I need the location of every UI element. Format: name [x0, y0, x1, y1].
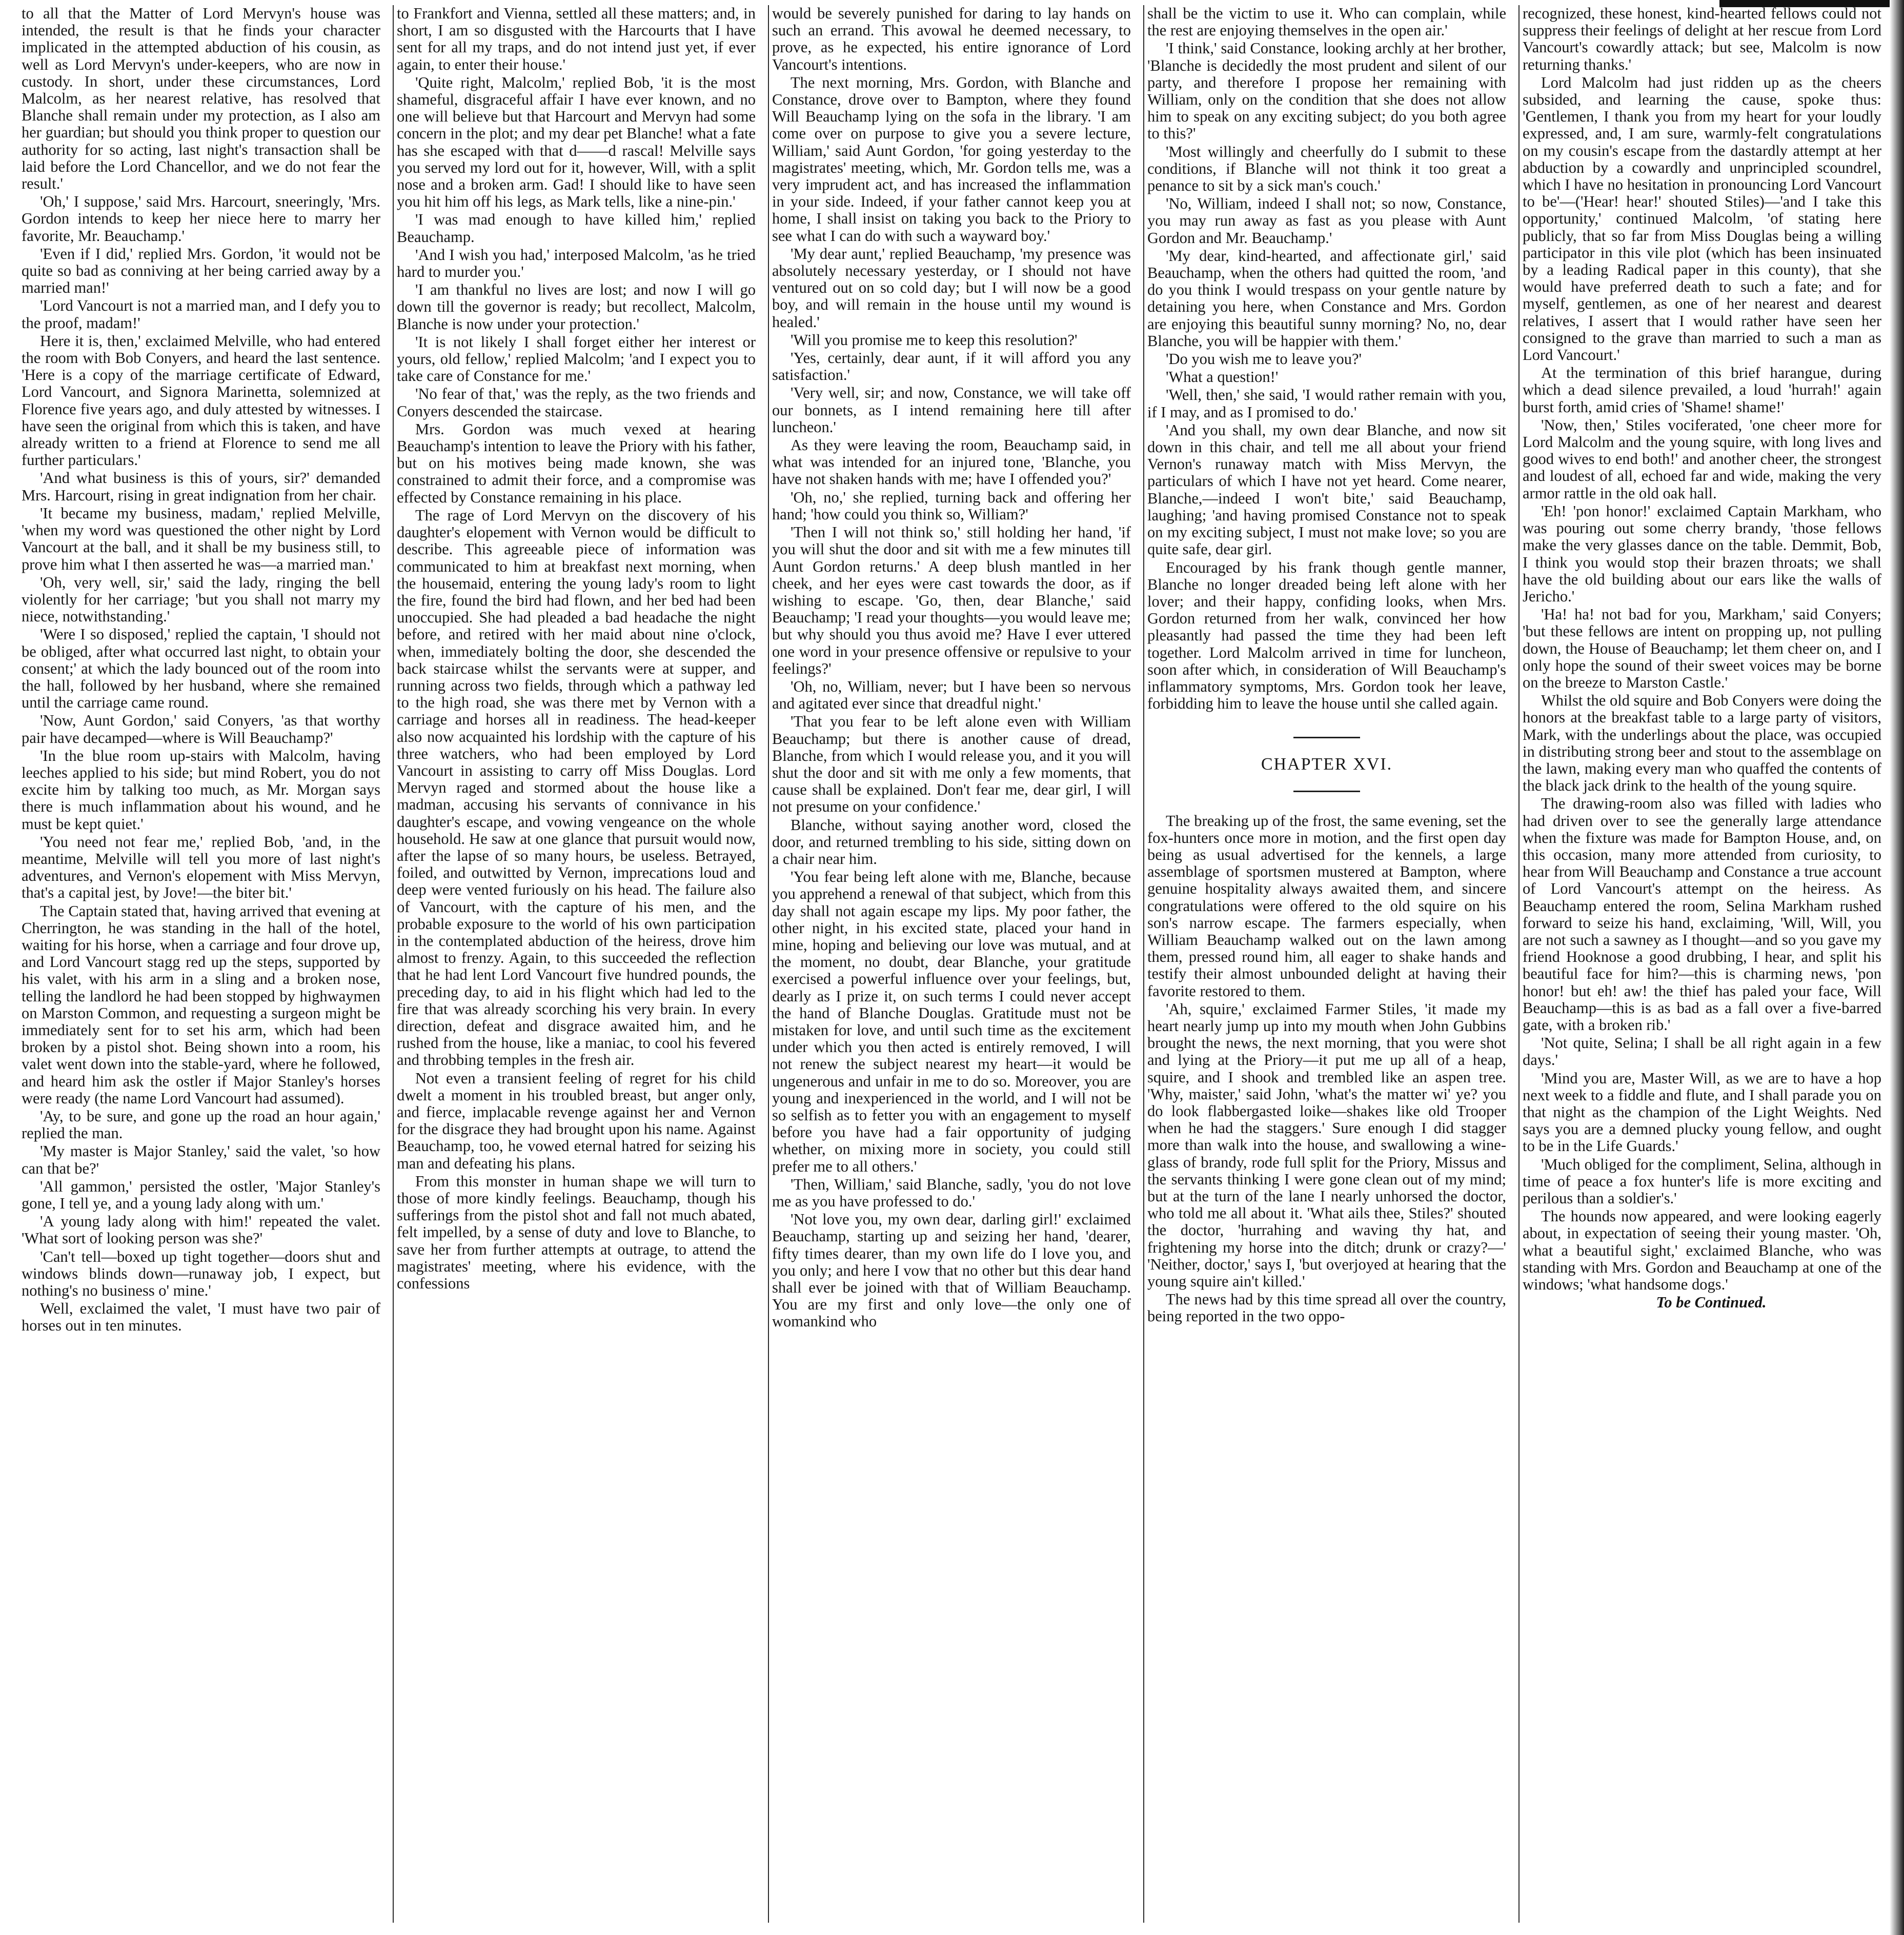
paragraph: 'Most willingly and cheerfully do I submit to these conditions, if Blanche will not think it too great a penance to sit by a sick man's couch.'	[1147, 143, 1506, 195]
column-1	[18, 5, 383, 1923]
paragraph: 'What a question!'	[1166, 368, 1279, 386]
paragraph: 'I think,' said Constance, looking archly at her brother, 'Blanche is decidedly the most prudent and silent of our party, and therefore I propose her remaining with William, only on the condition that she does not allow him to speak on any exciting subject; do you both agree to this?'	[1147, 39, 1506, 143]
paragraph: 'Then, William,' said Blanche, sadly, 'you do not love me as you have professed to do.'	[772, 1175, 1131, 1211]
paragraph: 'Yes, certainly, dear aunt, if it will afford you any satisfaction.'	[772, 349, 1131, 384]
paragraph: 'And I wish you had,' interposed Malcolm, 'as he tried hard to murder you.'	[397, 246, 756, 281]
paragraph: Well, exclaimed the valet, 'I must have two pair of horses out in ten minutes.	[22, 1300, 380, 1335]
paragraph: 'My dear, kind-hearted, and affectionate girl,' said Beauchamp, when the others had quitted the room, 'and do you think I would trespass on your gentle nature by detaining you here, when Constance and Mrs. Gordon are enjoying this beautiful sunny morning? No, no, dear Blanche, you will be happier with them.'	[1147, 247, 1506, 350]
paragraph: 'And what business is this of yours, sir?' demanded Mrs. Harcourt, rising in great indignation from her chair.	[22, 469, 380, 504]
paragraph: 'Do you wish me to leave you?'	[1166, 350, 1362, 368]
paragraph: 'Not quite, Selina; I shall be all right again in a few days.'	[1523, 1034, 1881, 1069]
paragraph: 'It is not likely I shall forget either her interest or yours, old fellow,' replied Malcolm; 'and I expect you to take care of Constance for me.'	[397, 333, 756, 385]
paragraph: 'Well, then,' she said, 'I would rather remain with you, if I may, and as I promised to do.'	[1147, 386, 1506, 421]
paragraph: 'Ah, squire,' exclaimed Farmer Stiles, 'it made my heart nearly jump up into my mouth when John Gubbins brought the news, the next morning, that you were shot and lying at the Priory—it put me up all of a heap, squire, and I shook and trembled like an aspen tree. 'Why, maister,' said John, 'what's the matter wi' ye? you do look flabbergasted loike—shakes like old Trooper when he had the staggers.' Sure enough I did stagger more than walk into the house, and swallowing a wine-glass of brandy, rode full split for the Priory, Missus and the servants thinking I were gone clean out of my mind; but at the turn of the lane I nearly unhorsed the doctor, who told me all about it. 'What ails thee, Stiles?' shouted the doctor, 'hurrahing and waving thy hat, and frightening my horse into the ditch; drunk or crazy?—' 'Neither, doctor,' says I, 'but overjoyed at hearing that the young squire ain't killed.'	[1147, 1000, 1506, 1291]
newspaper-page	[18, 5, 1885, 1923]
paragraph: 'Oh, no, William, never; but I have been so nervous and agitated ever since that dreadful night.'	[772, 677, 1131, 713]
paragraph: Blanche, without saying another word, closed the door, and returned trembling to his side, sitting down on a chair near him.	[772, 816, 1131, 868]
paragraph: 'You need not fear me,' replied Bob, 'and, in the meantime, Melville will tell you more of last night's adventures, and Vernon's elopement with Miss Mervyn, that's a capital jest, by Jove!—the biter bit.'	[22, 833, 380, 902]
paragraph: 'I was mad enough to have killed him,' replied Beauchamp.	[397, 211, 756, 246]
paragraph: The Captain stated that, having arrived that evening at Cherrington, he was standing in the hall of the hotel, waiting for his horse, when a carriage and four drove up, and Lord Vancourt stagg red up the steps, supported by his valet, with his arm in a sling and a broken nose, telling the landlord he had been stopped by highwaymen on Marston Common, and requesting a surgeon might be immediately sent for to set his arm, which had been broken by a pistol shot. Being shown into a room, his valet went down into the stable-yard, where he followed, and heard him ask the ostler if Major Stanley's horses were ready (the name Lord Vancourt had assumed).	[22, 902, 380, 1107]
paragraph: 'Will you promise me to keep this resolution?'	[791, 331, 1078, 349]
paragraph: Whilst the old squire and Bob Conyers were doing the honors at the breakfast table to a large party of visitors, Mark, with the underlings about the place, was occupied in distributing strong beer and stout to the assemblage on the lawn, making every man who quaffed the contents of the black jack drink to the health of the young squire.	[1523, 692, 1881, 795]
paragraph: 'No, William, indeed I shall not; so now, Constance, you may run away as fast as you please with Aunt Gordon and Mr. Beauchamp.'	[1147, 195, 1506, 247]
chapter-rule-top	[1293, 737, 1360, 738]
paragraph: 'Ay, to be sure, and gone up the road an hour again,' replied the man.	[22, 1107, 380, 1142]
paragraph: 'Lord Vancourt is not a married man, and I defy you to the proof, madam!'	[22, 297, 380, 332]
paragraph: 'Very well, sir; and now, Constance, we will take off our bonnets, as I intend remaining here till after luncheon.'	[772, 384, 1131, 436]
chapter-heading: CHAPTER XVI.	[1261, 755, 1393, 774]
paragraph: 'Oh, no,' she replied, turning back and offering her hand; 'how could you think so, William?'	[772, 488, 1131, 523]
paragraph: 'Ha! ha! not bad for you, Markham,' said Conyers; 'but these fellows are intent on propping up, not pulling down, the House of Beauchamp; let them cheer on, and I only hope the sound of their sweet voices may be borne on the breeze to Marston Castle.'	[1523, 606, 1881, 691]
paragraph: shall be the victim to use it. Who can complain, while the rest are enjoying themselves in the open air.'	[1147, 5, 1506, 39]
paragraph: 'I am thankful no lives are lost; and now I will go down till the governor is ready; but recollect, Malcolm, Blanche is now under your protection.'	[397, 281, 756, 333]
paragraph: to all that the Matter of Lord Mervyn's house was intended, the result is that he finds your character implicated in the attempted abduction of his cousin, as well as Lord Mervyn's under-keepers, who are now in custody. In short, under these circumstances, Lord Malcolm, as her nearest relative, has resolved that Blanche shall remain under my protection, as I also am her guardian; but should you think proper to question our authority for so acting, last night's transaction shall be laid before the Lord Chancellor, and we do not fear the result.'	[22, 5, 380, 193]
paragraph: 'Oh,' I suppose,' said Mrs. Harcourt, sneeringly, 'Mrs. Gordon intends to keep her niece here to marry her favorite, Mr. Beauchamp.'	[22, 193, 380, 245]
paragraph: Not even a transient feeling of regret for his child dwelt a moment in his troubled breast, but anger only, and fierce, implacable revenge against her and Vernon for the disgrace they had brought upon his name. Against Beauchamp, too, he vowed eternal hatred for seizing his man and defeating his plans.	[397, 1069, 756, 1172]
paragraph: 'Much obliged for the compliment, Selina, although in time of peace a fox hunter's life is more exciting and perilous than a soldier's.'	[1523, 1155, 1881, 1207]
paragraph: 'Oh, very well, sir,' said the lady, ringing the bell violently for her carriage; 'but you shall not marry my niece, notwithstanding.'	[22, 573, 380, 626]
chapter-rule-bottom	[1293, 791, 1360, 792]
paragraph: would be severely punished for daring to lay hands on such an errand. This avowal he deemed necessary, to prove, as he expected, his entire ignorance of Lord Vancourt's intentions.	[772, 5, 1131, 73]
paragraph: At the termination of this brief harangue, during which a dead silence prevailed, a loud 'hurrah!' again burst forth, amid cries of 'Shame! shame!'	[1523, 364, 1881, 416]
paragraph: 'Even if I did,' replied Mrs. Gordon, 'it would not be quite so bad as conniving at her being carried away by a married man!'	[22, 245, 380, 297]
paragraph: 'And you shall, my own dear Blanche, and now sit down in this chair, and tell me all about your friend Vernon's runaway match with Miss Mervyn, the particulars of which I have not yet heard. Come nearer, Blanche,—indeed I won't bite,' said Beauchamp, laughing; 'and having promised Constance not to speak on my exciting subject, I must not make love; so you are quite safe, dear girl.	[1147, 421, 1506, 558]
paragraph: Encouraged by his frank though gentle manner, Blanche no longer dreaded being left alone with her lover; and their happy, confiding looks, when Mrs. Gordon returned from her walk, convinced her how pleasantly had passed the time they had been left together. Lord Malcolm arrived in time for luncheon, soon after which, in consideration of Will Beauchamp's inflammatory symptoms, Mrs. Gordon took her leave, forbidding him to leave the house until she called again.	[1147, 558, 1506, 713]
paragraph: 'Can't tell—boxed up tight together—doors shut and windows blinds down—runaway job, I expect, but nothing's no business o' mine.'	[22, 1247, 380, 1300]
paragraph: Here it is, then,' exclaimed Melville, who had entered the room with Bob Conyers, and heard the last sentence. 'Here is a copy of the marriage certificate of Edward, Lord Vancourt, and Signora Marinetta, solemnized at Florence five years ago, and duly attested by witnesses. I have seen the original from which this is taken, and have already written to a friend at Florence to send me all further particulars.'	[22, 332, 380, 469]
paragraph: Lord Malcolm had just ridden up as the cheers subsided, and learning the cause, spoke thus: 'Gentlemen, I thank you from my heart for your loudly expressed, and, I am sure, warmly-felt congratulations on my cousin's escape from the dastardly attempt at her abduction by a cowardly and unprincipled scoundrel, which I have no hesitation in pronouncing Lord Vancourt to be'—('Hear! hear!' shouted Stiles)—'and I take this opportunity,' continued Malcolm, 'of stating here publicly, that so far from Miss Douglas being a willing participator in this vile plot (which has been insinuated by a leading Radical paper in this county), that she would have preferred death to such a fate; and for myself, gentlemen, as one of her nearest and dearest relatives, I assert that I would rather have seen her consigned to the grave than married to such a man as Lord Vancourt.'	[1523, 73, 1881, 364]
paragraph: The breaking up of the frost, the same evening, set the fox-hunters once more in motion, and the first open day being as usual advertised for the kennels, a large assemblage of sportsmen mustered at Bampton, where genuine hospitality always awaited them, and sincere congratulations were offered to the old squire on his son's narrow escape. The farmers especially, when William Beauchamp walked out on the lawn among them, pressed round him, all eager to shake hands and testify their almost unbounded delight at having their favorite restored to them.	[1147, 812, 1506, 1000]
paragraph: 'Not love you, my own dear, darling girl!' exclaimed Beauchamp, starting up and seizing her hand, 'dearer, fifty times dearer, than my own life do I love you, and you only; and here I vow that no other but this dear hand shall ever be joined with that of William Beauchamp. You are my first and only love—the only one of womankind who	[772, 1211, 1131, 1331]
column-4	[1143, 5, 1509, 1923]
paragraph: The news had by this time spread all over the country, being reported in the two oppo-	[1147, 1291, 1506, 1325]
paragraph: From this monster in human shape we will turn to those of more kindly feelings. Beauchamp, though his sufferings from the pistol shot and fall not much abated, felt impelled, by a sense of duty and love to Blanche, to save her from further attempts at outrage, to attend the magistrates' meeting, where his evidence, with the confessions	[397, 1172, 756, 1293]
paragraph: 'A young lady along with him!' repeated the valet. 'What sort of looking person was she?'	[22, 1213, 380, 1247]
paragraph: Mrs. Gordon was much vexed at hearing Beauchamp's intention to leave the Priory with his father, but on his motives being made known, she was constrained to admit their force, and a compromise was effected by Constance remaining in his place.	[397, 420, 756, 506]
paragraph: The hounds now appeared, and were looking eagerly about, in expectation of seeing their young master. 'Oh, what a beautiful sight,' exclaimed Blanche, who was standing with Mrs. Gordon and Beauchamp at one of the windows; 'what handsome dogs.'	[1523, 1207, 1881, 1294]
to-be-continued: To be Continued.	[1656, 1294, 1767, 1312]
paragraph: 'Eh! 'pon honor!' exclaimed Captain Markham, who was pouring out some cherry brandy, 'those fellows make the very glasses dance on the table. Demmit, Bob, I think you would stop their brazen throats; we shall have the old building about our ears like the walls of Jericho.'	[1523, 502, 1881, 605]
column-5	[1518, 5, 1885, 1923]
paragraph: 'You fear being left alone with me, Blanche, because you apprehend a renewal of that subject, which from this day shall not again escape my lips. My poor father, the other night, in his excited state, placed your hand in mine, hoping and believing our love was mutual, and at the moment, no doubt, dear Blanche, your gratitude exercised a powerful influence over your feelings, but, dearly as I prize it, on such terms I could never accept the hand of Blanche Douglas. Gratitude must not be mistaken for love, and until such time as the excitement under which you then acted is entirely removed, I will not renew the subject nearest my heart—it would be ungenerous and unfair in me to do so. Moreover, you are young and inexperienced in the world, and I will not be so selfish as to fetter you with an engagement to myself before you have had a fair opportunity of judging whether, on mixing more in society, you could still prefer me to all others.'	[772, 868, 1131, 1175]
paragraph: 'Were I so disposed,' replied the captain, 'I should not be obliged, after what occurred last night, to obtain your consent;' at which the lady bounced out of the room into the hall, followed by her husband, where she remained until the carriage came round.	[22, 626, 380, 712]
paragraph: recognized, these honest, kind-hearted fellows could not suppress their feelings of delight at her rescue from Lord Vancourt's cowardly attack; but see, Malcolm is now returning thanks.'	[1523, 5, 1881, 73]
column-3	[768, 5, 1134, 1923]
paragraph: 'Quite right, Malcolm,' replied Bob, 'it is the most shameful, disgraceful affair I have ever known, and no one will believe but that Harcourt and Mervyn had some concern in the plot; and my dear pet Blanche! what a fate has she escaped with that d——d rascal! Melville says you served my lord out for it, however, Will, with a split nose and a broken arm. Gad! I should like to have seen you hit him off his legs, as Mark tells, like a nine-pin.'	[397, 73, 756, 211]
paragraph: 'That you fear to be left alone even with William Beauchamp; but there is another cause of dread, Blanche, from which I would release you, and it you will shut the door and sit with me only a few moments, that cause shall be explained. Don't fear me, dear girl, I will not presume on your confidence.'	[772, 713, 1131, 816]
paragraph: The drawing-room also was filled with ladies who had driven over to see the generally large attendance when the fixture was made for Bampton House, and, on this occasion, many more attended from curiosity, to hear from Will Beauchamp and Constance a true account of Lord Vancourt's attempt on the heiress. As Beauchamp entered the room, Selina Markham rushed forward to seize his hand, exclaiming, 'Will, Will, you are not such a sawney as I thought—and so you gave my friend Hooknose a good drubbing, I hear, and split his beautiful face for him?—this is charming news, 'pon honor! but eh! aw! the thief has paled your face, Will Beauchamp—this is as bad as a fall over a five-barred gate, with a broken rib.'	[1523, 795, 1881, 1034]
paragraph: 'All gammon,' persisted the ostler, 'Major Stanley's gone, I tell ye, and a young lady along with um.'	[22, 1177, 380, 1213]
paragraph: 'Now, then,' Stiles vociferated, 'one cheer more for Lord Malcolm and the young squire, with long lives and good wives to end both!' and another cheer, the strongest and loudest of all, echoed far and wide, making the very armor rattle in the old oak hall.	[1523, 416, 1881, 502]
paragraph: to Frankfort and Vienna, settled all these matters; and, in short, I am so disgusted with the Harcourts that I have sent for all my traps, and do not intend just yet, if ever again, to enter their house.'	[397, 5, 756, 73]
paragraph: 'It became my business, madam,' replied Melville, 'when my word was questioned the other night by Lord Vancourt at the ball, and it shall be my business still, to prove him what I then asserted he was—a married man.'	[22, 504, 380, 573]
paragraph: 'Now, Aunt Gordon,' said Conyers, 'as that worthy pair have decamped—where is Will Beauchamp?'	[22, 712, 380, 747]
paragraph: The rage of Lord Mervyn on the discovery of his daughter's elopement with Vernon would be difficult to describe. This agreeable piece of information was communicated to him at breakfast next morning, when the housemaid, entering the young lady's room to light the fire, found the bird had flown, and her bed had been unoccupied. She had pleaded a bad headache the night before, and retired with her maid about nine o'clock, when, immediately bolting the door, she descended the back staircase whilst the servants were at supper, and running across two fields, through which a pathway led to the high road, she was there met by Vernon with a carriage and horses all in readiness. The head-keeper also now acquainted his lordship with the capture of his three watchers, who had been employed by Lord Vancourt in assisting to carry off Miss Douglas. Lord Mervyn raged and stormed about the house like a madman, accusing his servants of connivance in his daughter's escape, and vowing vengeance on the whole household. He saw at one glance that pursuit would now, after the lapse of so many hours, be useless. Betrayed, foiled, and outwitted by Vernon, imprecations loud and deep were vented furiously on his head. The failure also of Vancourt, with the capture of his men, and the probable exposure to the world of his own participation in the contemplated abduction of the heiress, drove him almost to frenzy. Again, to this succeeded the reflection that he had lent Lord Vancourt five hundred pounds, the preceding day, to aid in his flight which had led to the fire that was already scorching his very brain. In every direction, defeat and disgrace awaited him, and he rushed from the house, like a maniac, to cool his fevered and throbbing temples in the fresh air.	[397, 506, 756, 1069]
page-edge-shadow	[1890, 0, 1904, 1935]
paragraph: 'Mind you are, Master Will, as we are to have a hop next week to a fiddle and flute, and I shall parade you on that night as the champion of the Light Weights. Ned says you are a demned plucky young fellow, and ought to be in the Life Guards.'	[1523, 1069, 1881, 1155]
paragraph: As they were leaving the room, Beauchamp said, in what was intended for an injured tone, 'Blanche, you have not shaken hands with me; have I offended you?'	[772, 436, 1131, 488]
paragraph: 'No fear of that,' was the reply, as the two friends and Conyers descended the staircase.	[397, 385, 756, 420]
paragraph: The next morning, Mrs. Gordon, with Blanche and Constance, drove over to Bampton, where they found Will Beauchamp lying on the sofa in the library. 'I am come over on purpose to give you a severe lecture, William,' said Aunt Gordon, 'for going yesterday to the magistrates' meeting, which, Mr. Gordon tells me, was a very imprudent act, and has increased the inflammation in your side. Indeed, if your father cannot keep you at home, I shall insist on taking you back to the Priory to see what I can do with such a wayward boy.'	[772, 73, 1131, 245]
paragraph: 'In the blue room up-stairs with Malcolm, having leeches applied to his side; but mind Robert, you do not excite him by talking too much, as Mr. Morgan says there is much inflammation about his wound, and he must be kept quiet.'	[22, 747, 380, 833]
column-2	[393, 5, 759, 1923]
paragraph: 'My dear aunt,' replied Beauchamp, 'my presence was absolutely necessary yesterday, or I should not have ventured out on so cold day; but I will now be a good boy, and will remain in the house until my wound is healed.'	[772, 245, 1131, 331]
paragraph: 'My master is Major Stanley,' said the valet, 'so how can that be?'	[22, 1142, 380, 1177]
paragraph: 'Then I will not think so,' still holding her hand, 'if you will shut the door and sit with me a few minutes till Aunt Gordon returns.' A deep blush mantled in her cheek, and her eyes were cast towards the door, as if wishing to escape. 'Go, then, dear Blanche,' said Beauchamp; 'I read your thoughts—you would leave me; but why should you thus avoid me? Have I ever uttered one word in your presence offensive or repulsive to your feelings?'	[772, 523, 1131, 677]
